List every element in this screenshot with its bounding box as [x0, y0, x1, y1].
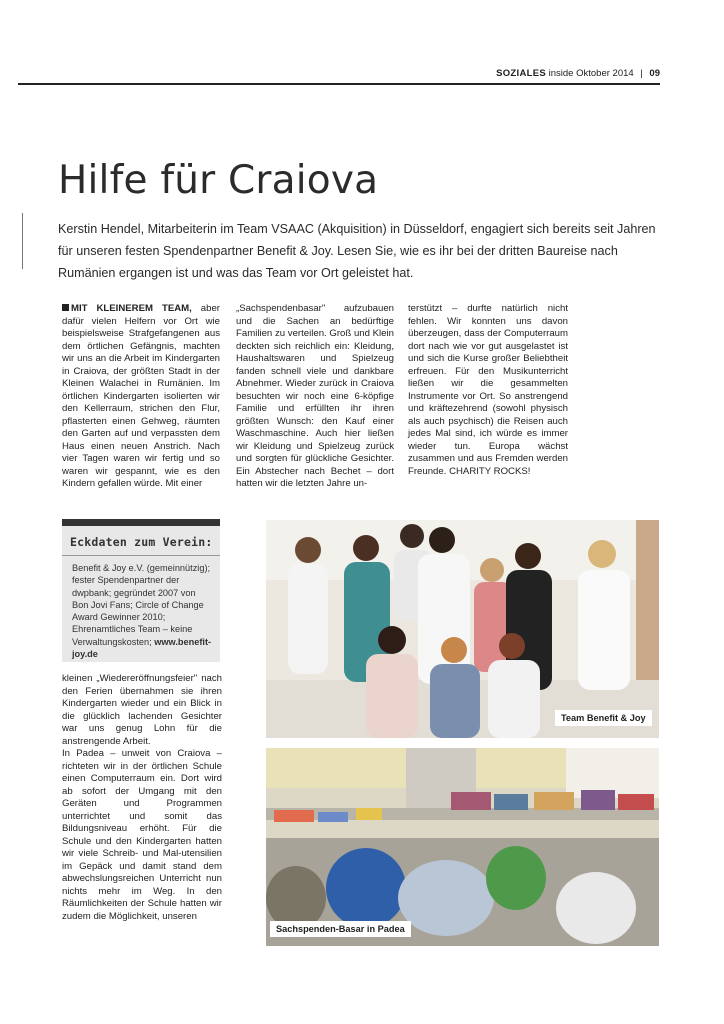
article-title: Hilfe für Craiova [58, 158, 379, 203]
header-separator: | [640, 68, 643, 79]
factbox-top-bar [62, 519, 220, 526]
body-column-3 [408, 303, 568, 478]
column-1b-paragraph-2: In Padea – unweit von Craiova – richteten wir in der örtlichen Schule einen Computerraum ein. Dort wird ab sofort der Umgang mit den Geräten und Programmen unterrichtet und somit das Bildungsniveau erhöht. Für die Schule und den Kindergarten hatten wir viele Schreib- und Mal-utensilien im Gepäck und damit stand dem abwechslungsreichen Unterricht nun nichts mehr im Weg. In den Räumlichkeiten der Schule hatten wir zudem die Möglichkeit, unseren [62, 748, 222, 922]
column-1b-paragraph-1: kleinen „Wiedereröffnungsfeier" nach den Ferien übernahmen sie ihren Kindergarten wieder und ein Blick in die glücklich lachenden Gesichter war uns genug Lohn für die anstrengende Arbeit. [62, 673, 222, 747]
team-photo [266, 520, 659, 738]
article-lead: Kerstin Hendel, Mitarbeiterin im Team VSAAC (Akquisition) in Düsseldorf, engagiert sich bereits seit Jahren für unseren festen Spendenpartner Benefit & Joy. Lesen Sie, wie es ihr bei der dritten Baureise nach Rumänien ergangen ist und was das Team vor Ort geleistet hat. [58, 222, 656, 280]
factbox-text: Benefit & Joy e.V. (gemeinnützig); fester Spendenpartner der dwpbank; gegründet 2007 von Bon Jovi Fans; Circle of Change Award Gewinner 2010; Ehrenamtliches Team – keine Verwaltungskosten; [72, 563, 211, 647]
body-column-1 [62, 303, 220, 491]
section-name: SOZIALES [496, 68, 546, 79]
factbox-title: Eckdaten zum Verein: [70, 535, 213, 549]
factbox-rule [62, 555, 220, 556]
factbox-url: www.benefit-joy.de [72, 636, 212, 660]
team-photo-caption: Team Benefit & Joy [555, 710, 652, 726]
header-rule [18, 83, 660, 85]
running-head [496, 68, 660, 79]
column-1-paragraph [62, 303, 220, 491]
body-column-2 [236, 303, 394, 491]
lead-margin-bar [22, 213, 23, 269]
column-2-text: „Sachspendenbasar" aufzubauen und die Sachen an bedürftige Familien zu verteilen. Groß und Klein deckten sich reichlich ein: Kleidung, Haushaltswaren und Spielzeug fanden schnell viele und dankbare Abnehmer. Wieder zurück in Craiova besuchten wir noch eine 6-köpfige Familie und erfüllten ihr ihren größten Wunsch: den Kauf einer Waschmaschine. Auch hier ließen wir Kleidung und Spielzeug zurück und sorgten für glückliche Gesichter. Ein Abstecher nach Bechet – dort hatten wir die letzten Jahre un- [236, 303, 394, 489]
page-number: 09 [649, 68, 660, 79]
column-1-text: aber dafür vielen Helfern vor Ort wie beispielsweise Strafgefangenen aus dem örtlichen Gefängnis, machten wir uns an die Arbeit im Kindergarten in Craiova, der größten Stadt in der Kleinen Walachei in Rumänien. Im örtlichen Kindergarten isolierten wir den Kellerraum, strichen den Flur, pflasterten einen Gehweg, räumten den Garten auf und verpassten dem Haus einen neuen Anstrich. Nach vier Tagen waren wir fertig und so waren wir gespannt, wie es den Kindern gefallen würde. Mit einer [62, 303, 220, 489]
basar-photo-illustration [266, 748, 659, 946]
body-column-1-continued [62, 673, 222, 923]
basar-photo [266, 748, 659, 946]
factbox-body [72, 562, 212, 660]
basar-photo-caption: Sachspenden-Basar in Padea [270, 921, 411, 937]
runin-marker [62, 304, 69, 311]
issue-label: inside Oktober 2014 [548, 68, 634, 79]
runin-heading: MIT KLEINEREM TEAM, [71, 303, 192, 314]
column-3-text: terstützt – durfte natürlich nicht fehlen. Wir konnten uns davon überzeugen, dass der Computerraum dort nach wie vor gut ausgelastet ist und sich die Kurse großer Beliebtheit erfreuen. Für den Musikunterricht ließen wir die gesammelten Instrumente vor Ort. So anstrengend und kräftezehrend (sowohl physisch als auch psychisch) die Reisen auch jedes Mal sind, ich würde es immer wieder tun. Europa wächst zusammen und aus Fremden werden Freunde. CHARITY ROCKS! [408, 303, 568, 477]
team-photo-illustration [266, 520, 659, 738]
factbox [62, 519, 220, 662]
